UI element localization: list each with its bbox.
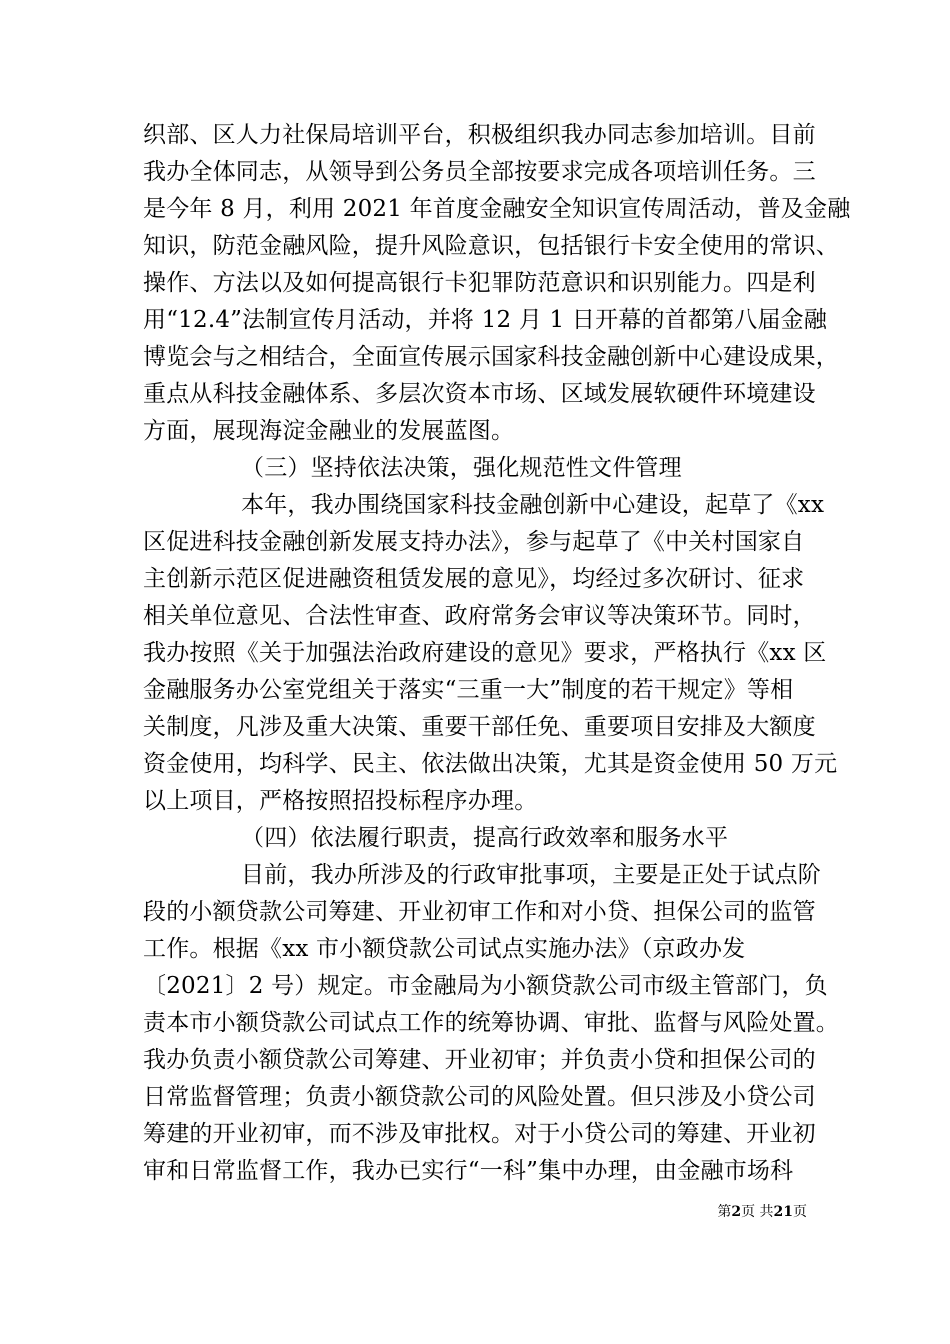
footer-suffix: 页 bbox=[793, 1204, 807, 1220]
text-line: 方面，展现海淀金融业的发展蓝图。 bbox=[143, 418, 515, 444]
text-line: 我办全体同志，从领导到公务员全部按要求完成各项培训任务。三 bbox=[143, 159, 816, 185]
text-line: 〔2021〕2 号）规定。市金融局为小额贷款公司市级主管部门，负 bbox=[143, 973, 828, 999]
section-heading: （三）坚持依法决策，强化规范性文件管理 bbox=[241, 455, 682, 481]
footer-prefix: 第 bbox=[717, 1204, 732, 1220]
text-line: 以上项目，严格按照招投标程序办理。 bbox=[143, 788, 538, 814]
text-line: 责本市小额贷款公司试点工作的统筹协调、审批、监督与风险处置。 bbox=[143, 1010, 839, 1036]
text-line: 段的小额贷款公司筹建、开业初审工作和对小贷、担保公司的监管 bbox=[143, 899, 816, 925]
text-line: 主创新示范区促进融资租赁发展的意见》，均经过多次研讨、征求 bbox=[143, 566, 805, 592]
text-line: 我办按照《关于加强法治政府建设的意见》要求，严格执行《xx 区 bbox=[143, 640, 827, 666]
text-line: 重点从科技金融体系、多层次资本市场、区域发展软硬件环境建设 bbox=[143, 381, 816, 407]
text-line: 本年，我办围绕国家科技金融创新中心建设，起草了《xx bbox=[241, 492, 825, 518]
text-line: 相关单位意见、合法性审查、政府常务会审议等决策环节。同时， bbox=[143, 603, 816, 629]
text-line: 工作。根据《xx 市小额贷款公司试点实施办法》（京政办发 bbox=[143, 936, 746, 962]
section-heading: （四）依法履行职责，提高行政效率和服务水平 bbox=[241, 825, 729, 851]
text-line: 金融服务办公室党组关于落实“三重一大”制度的若干规定》等相 bbox=[143, 677, 794, 703]
total-pages-number: 21 bbox=[773, 1204, 793, 1220]
text-line: 用“12.4”法制宣传月活动，并将 12 月 1 日开幕的首都第八届金融 bbox=[143, 307, 828, 333]
text-line: 操作、方法以及如何提高银行卡犯罪防范意识和识别能力。四是利 bbox=[143, 270, 816, 296]
text-line: 是今年 8 月，利用 2021 年首度金融安全知识宣传周活动，普及金融 bbox=[143, 196, 851, 222]
text-line: 筹建的开业初审，而不涉及审批权。对于小贷公司的筹建、开业初 bbox=[143, 1121, 816, 1147]
page-number-footer bbox=[717, 1203, 807, 1221]
text-line: 知识，防范金融风险，提升风险意识，包括银行卡安全使用的常识、 bbox=[143, 233, 839, 259]
text-line: 博览会与之相结合，全面宣传展示国家科技金融创新中心建设成果， bbox=[143, 344, 839, 370]
text-line: 资金使用，均科学、民主、依法做出决策，尤其是资金使用 50 万元 bbox=[143, 751, 838, 777]
footer-middle: 页 共 bbox=[741, 1204, 774, 1220]
text-line: 目前，我办所涉及的行政审批事项，主要是正处于试点阶 bbox=[241, 862, 821, 888]
text-line: 审和日常监督工作，我办已实行“一科”集中办理，由金融市场科 bbox=[143, 1158, 794, 1184]
current-page-number: 2 bbox=[731, 1204, 742, 1220]
text-line: 关制度，凡涉及重大决策、重要干部任免、重要项目安排及大额度 bbox=[143, 714, 816, 740]
text-line: 日常监督管理；负责小额贷款公司的风险处置。但只涉及小贷公司 bbox=[143, 1084, 816, 1110]
text-line: 区促进科技金融创新发展支持办法》，参与起草了《中关村国家自 bbox=[143, 529, 805, 555]
text-line: 我办负责小额贷款公司筹建、开业初审；并负责小贷和担保公司的 bbox=[143, 1047, 816, 1073]
text-line: 织部、区人力社保局培训平台，积极组织我办同志参加培训。目前 bbox=[143, 122, 816, 148]
